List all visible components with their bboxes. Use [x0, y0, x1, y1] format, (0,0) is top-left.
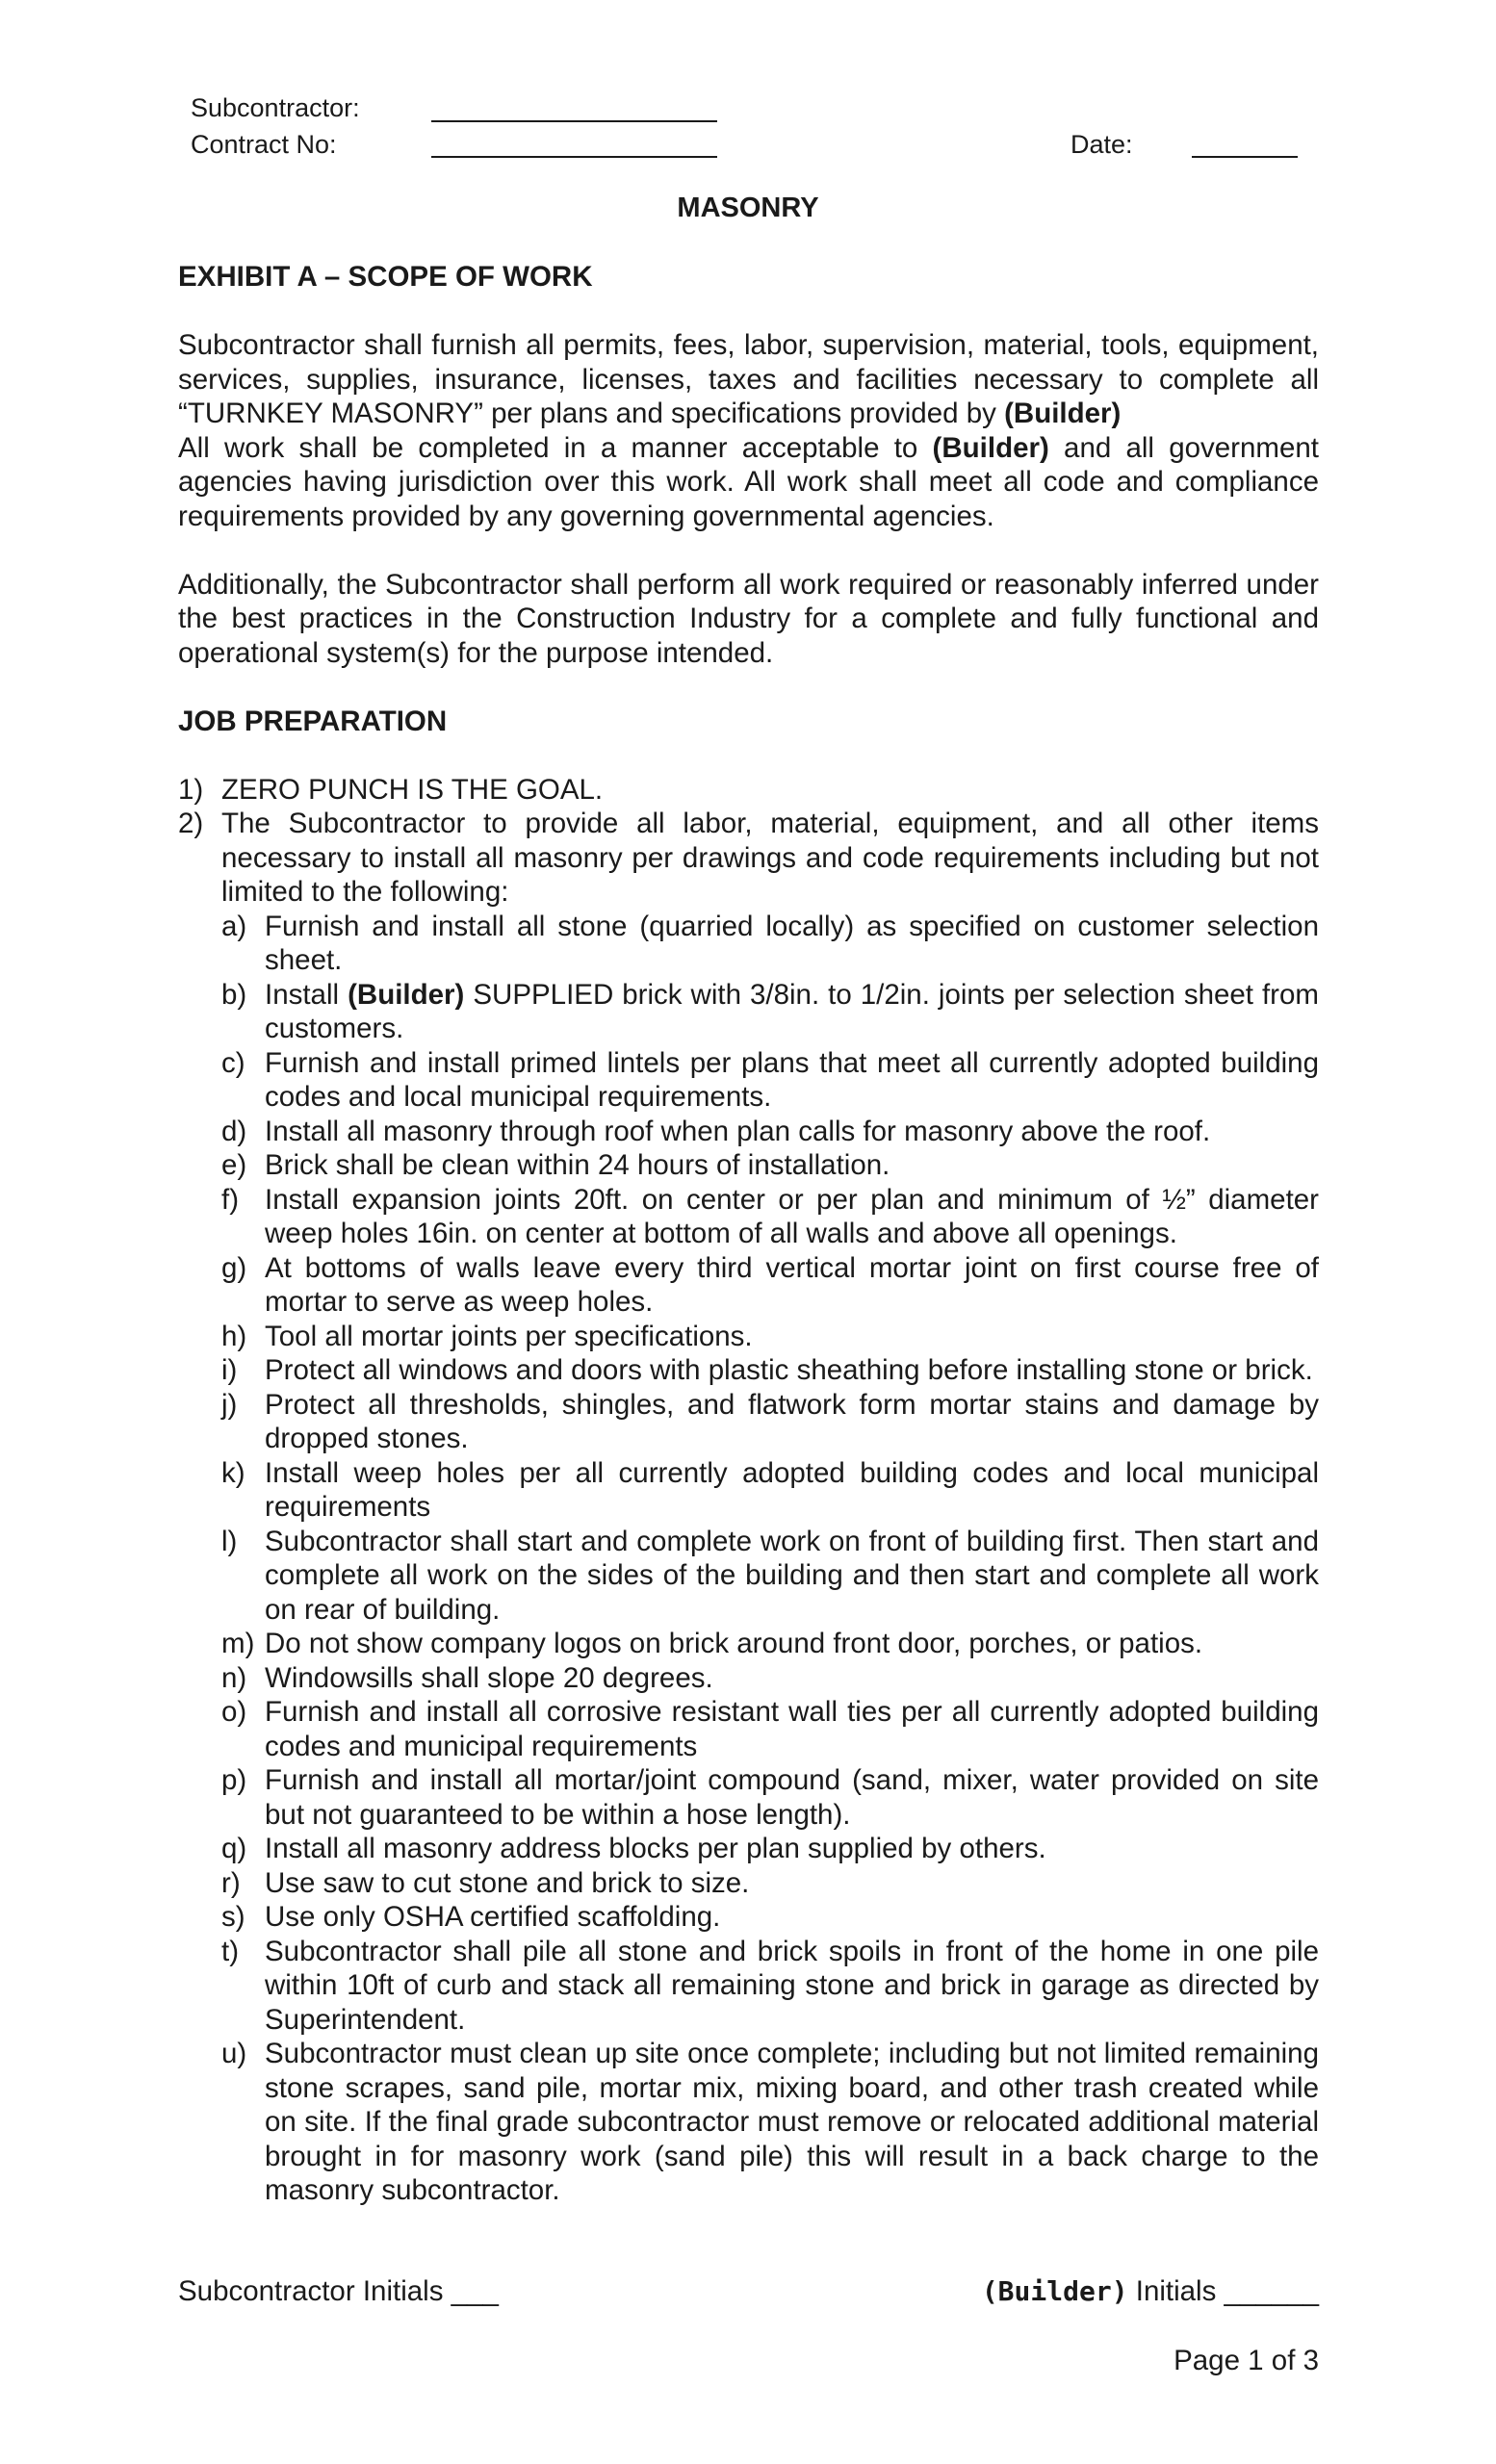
sub-item-r: r) Use saw to cut stone and brick to size.	[221, 1866, 750, 1899]
sub-item-c: c) Furnish and install primed lintels per plans that meet all currently adopted building codes and local municipal requirements.	[221, 1046, 1319, 1113]
job-preparation-list	[178, 773, 1319, 2208]
intro-paragraph-1: Subcontractor shall furnish all permits, fees, labor, supervision, material, tools, equipment, services, supplies, insurance, licenses, taxes and facilities necessary to complete all “TURNKEY MASONRY” per plans and specifications provided by (Builder) All work shall be completed in a manner acceptable to (Builder) and all government agencies having jurisdiction over this work. All work shall meet all code and compliance requirements provided by any governing governmental agencies.	[178, 329, 1319, 532]
sub-item-e: e) Brick shall be clean within 24 hours of installation.	[221, 1149, 890, 1181]
exhibit-heading: EXHIBIT A – SCOPE OF WORK	[178, 261, 593, 293]
sub-item-q: q) Install all masonry address blocks per plan supplied by others.	[221, 1833, 1046, 1864]
sub-item-f: f) Install expansion joints 20ft. on center or per plan and minimum of ½” diameter weep holes 16in. on center at bottom of all walls and above all openings.	[221, 1183, 1319, 1249]
subcontractor-initials: Subcontractor Initials ___	[178, 2275, 499, 2307]
list-item: 2) The Subcontractor to provide all labor, material, equipment, and all other items necessary to install all masonry per drawings and code requirements including but not limited to the following:	[178, 808, 1319, 908]
builder-initials: (Builder) Initials ______	[981, 2275, 1319, 2307]
contract-no-label: Contract No:	[191, 130, 337, 159]
sub-item-u: u) Subcontractor must clean up site once complete; including but not limited remaining stone scrapes, sand pile, mortar mix, mixing board, and other trash created while on site. If the final grade subcontractor must remove or relocated additional material brought in for masonry work (sand pile) this will result in a back charge to the masonry subcontractor.	[221, 2038, 1319, 2206]
scope-of-work	[178, 260, 1319, 2208]
document-title: MASONRY	[677, 192, 819, 223]
intro-paragraph-2: Additionally, the Subcontractor shall perform all work required or reasonably inferred under the best practices in the Construction Industry for a complete and fully functional and operational system(s) for the purpose intended.	[178, 568, 1319, 669]
sub-item-i: i) Protect all windows and doors with plastic sheathing before installing stone or brick.	[221, 1354, 1313, 1386]
sub-item-b: b) Install (Builder) SUPPLIED brick with 3/8in. to 1/2in. joints per selection sheet from customers.	[221, 978, 1319, 1044]
sub-item-a: a) Furnish and install all stone (quarried locally) as specified on customer selection sheet.	[221, 910, 1319, 976]
job-preparation-heading: JOB PREPARATION	[178, 705, 448, 737]
sub-item-j: j) Protect all thresholds, shingles, and flatwork form mortar stains and damage by dropped stones.	[221, 1388, 1319, 1454]
page-number: Page 1 of 3	[1174, 2345, 1319, 2376]
list-item: 1) ZERO PUNCH IS THE GOAL.	[178, 773, 604, 806]
date-label: Date:	[1070, 130, 1133, 159]
sub-item-k: k) Install weep holes per all currently adopted building codes and local municipal requirements	[221, 1456, 1319, 1523]
subcontractor-label: Subcontractor:	[191, 93, 360, 122]
date-field[interactable]	[1192, 156, 1298, 158]
sub-item-t: t) Subcontractor shall pile all stone and brick spoils in front of the home in one pile within 10ft of curb and stack all remaining stone and brick in garage as directed by Superintendent.	[221, 1935, 1319, 2036]
sub-item-n: n) Windowsills shall slope 20 degrees.	[221, 1661, 713, 1694]
contract-no-field[interactable]	[431, 156, 717, 158]
sub-item-o: o) Furnish and install all corrosive resistant wall ties per all currently adopted building codes and municipal requirements	[221, 1696, 1319, 1762]
sub-item-p: p) Furnish and install all mortar/joint compound (sand, mixer, water provided on site but not guaranteed to be within a hose length).	[221, 1764, 1319, 1831]
sub-item-g: g) At bottoms of walls leave every third vertical mortar joint on first course free of mortar to serve as weep holes.	[221, 1251, 1319, 1318]
sub-item-h: h) Tool all mortar joints per specifications.	[221, 1320, 753, 1352]
subcontractor-field[interactable]	[431, 120, 717, 122]
sub-item-l: l) Subcontractor shall start and complete work on front of building first. Then start and complete all work on the sides of the building and then start and complete all work on rear of building.	[221, 1525, 1319, 1626]
sub-item-m: m) Do not show company logos on brick around front door, porches, or patios.	[221, 1628, 1203, 1659]
sub-item-s: s) Use only OSHA certified scaffolding.	[221, 1901, 721, 1933]
sub-item-d: d) Install all masonry through roof when plan calls for masonry above the roof.	[221, 1115, 1211, 1147]
